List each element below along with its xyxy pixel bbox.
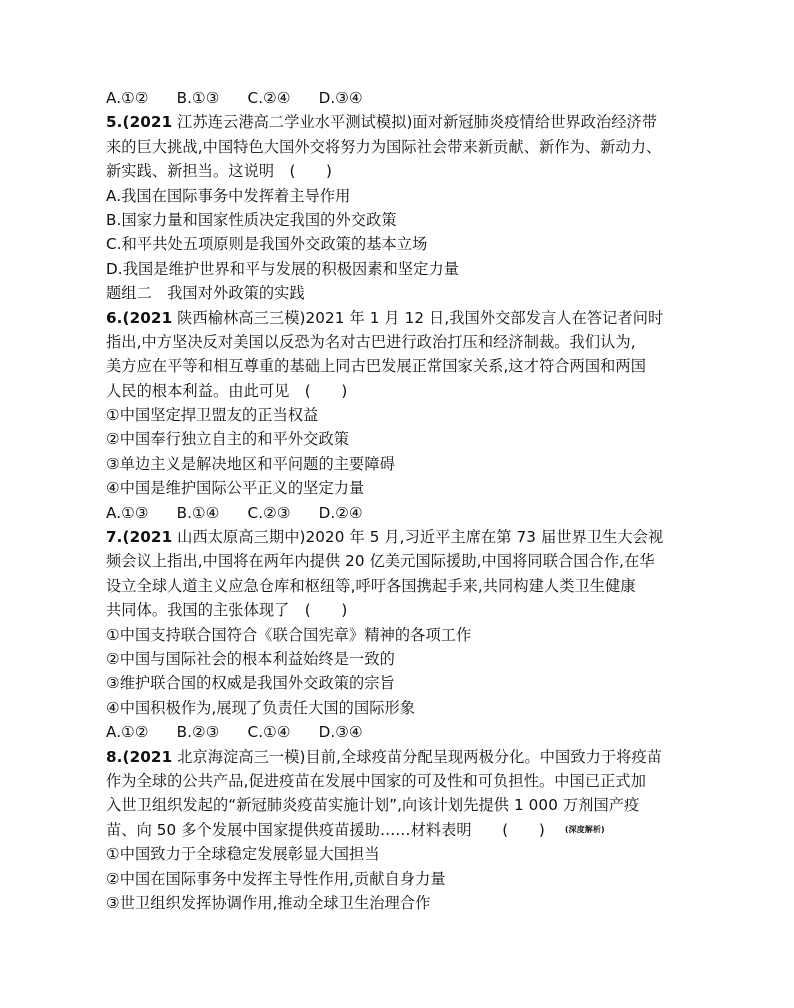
- text-line: [106, 403, 706, 427]
- line-text: 山西太原高三期中)2020 年 5 月,习近平主席在第 73 届世界卫生大会视: [172, 528, 664, 547]
- answer-option: C.②④: [247, 89, 291, 107]
- answer-option: D.③④: [318, 723, 363, 742]
- question-stem-line: [106, 110, 706, 134]
- text-line: [106, 452, 706, 476]
- text-line: [106, 184, 706, 208]
- text-line: [106, 793, 706, 817]
- text-line: [106, 476, 706, 500]
- text-line: [106, 818, 706, 842]
- line-text: ②中国与国际社会的根本利益始终是一致的: [106, 649, 395, 668]
- line-text: 新实践、新担当。这说明 ( ): [106, 162, 333, 181]
- text-line: [106, 232, 706, 256]
- question-stem-line: [106, 306, 706, 330]
- answer-option: D.③④: [318, 89, 363, 107]
- answer-option: A.①②: [106, 723, 149, 742]
- question-number: 8.(2021: [106, 747, 173, 766]
- text-line: [106, 598, 706, 622]
- text-line: [106, 208, 706, 232]
- line-text: C.和平共处五项原则是我国外交政策的基本立场: [106, 235, 428, 254]
- answer-option: A.①③: [106, 503, 149, 522]
- analysis-tag: (深度解析): [564, 825, 605, 835]
- text-line: [106, 379, 706, 403]
- line-text: ③世卫组织发挥协调作用,推动全球卫生治理合作: [106, 893, 431, 912]
- line-text: ④中国是维护国际公平正义的坚定力量: [106, 479, 365, 498]
- text-line: [106, 671, 706, 695]
- text-line: [106, 330, 706, 354]
- text-line: [106, 623, 706, 647]
- question-stem-line: [106, 745, 706, 769]
- line-text: ②中国奉行独立自主的和平外交政策: [106, 430, 350, 449]
- line-text: ③维护联合国的权威是我国外交政策的宗旨: [106, 674, 395, 693]
- text-line: [106, 647, 706, 671]
- line-text: ①中国支持联合国符合《联合国宪章》精神的各项工作: [106, 625, 472, 644]
- question-number: 7.(2021: [106, 528, 173, 547]
- answer-options-row: [106, 86, 706, 110]
- line-text: 人民的根本利益。由此可见 ( ): [106, 381, 348, 400]
- answer-option: B.①③: [176, 89, 220, 107]
- text-line: [106, 159, 706, 183]
- line-text: ③单边主义是解决地区和平问题的主要障碍: [106, 454, 395, 473]
- line-text: D.我国是维护世界和平与发展的积极因素和坚定力量: [106, 259, 460, 278]
- question-number: 6.(2021: [106, 308, 173, 327]
- question-number: 5.(2021: [106, 113, 173, 132]
- line-text: 频会议上指出,中国将在两年内提供 20 亿美元国际援助,中国将同联合国合作,在华: [106, 552, 655, 571]
- text-line: [106, 769, 706, 793]
- answer-option: D.②④: [318, 503, 363, 522]
- text-line: [106, 842, 706, 866]
- line-text: 苗、向 50 多个发展中国家提供疫苗援助……材料表明 ( ): [106, 820, 545, 839]
- line-text: ④中国积极作为,展现了负责任大国的国际形象: [106, 698, 416, 717]
- answer-option: B.②③: [176, 723, 220, 742]
- text-line: [106, 257, 706, 281]
- line-text: 设立全球人道主义应急仓库和枢纽等,呼吁各国携起手来,共同构建人类卫生健康: [106, 576, 636, 595]
- answer-option: B.①④: [176, 503, 220, 522]
- text-line: [106, 549, 706, 573]
- text-line: [106, 135, 706, 159]
- question-stem-line: [106, 525, 706, 549]
- line-text: 江苏连云港高二学业水平测试模拟)面对新冠肺炎疫情给世界政治经济带: [172, 113, 658, 132]
- answer-option: A.①②: [106, 89, 149, 107]
- answer-option: C.②③: [247, 503, 291, 522]
- line-text: 指出,中方坚决反对美国以反恐为名对古巴进行政治打压和经济制裁。我们认为,: [106, 332, 636, 351]
- line-text: ①中国致力于全球稳定发展彰显大国担当: [106, 845, 380, 864]
- answer-options-row: [106, 720, 706, 744]
- line-text: 陕西榆林高三三模)2021 年 1 月 12 日,我国外交部发言人在答记者问时: [172, 308, 664, 327]
- line-text: 题组二 我国对外政策的实践: [106, 284, 305, 303]
- line-text: 美方应在平等和相互尊重的基础上同古巴发展正常国家关系,这才符合两国和两国: [106, 357, 646, 376]
- text-line: [106, 696, 706, 720]
- line-text: ①中国坚定捍卫盟友的正当权益: [106, 406, 319, 425]
- text-line: [106, 867, 706, 891]
- line-text: 来的巨大挑战,中国特色大国外交将努力为国际社会带来新贡献、新作为、新动力、: [106, 137, 662, 156]
- answer-option: C.①④: [247, 723, 291, 742]
- line-text: 作为全球的公共产品,促进疫苗在发展中国家的可及性和可负担性。中国已正式加: [106, 771, 646, 790]
- text-line: [106, 574, 706, 598]
- line-text: ②中国在国际事务中发挥主导性作用,贡献自身力量: [106, 869, 446, 888]
- text-line: [106, 891, 706, 915]
- line-text: B.国家力量和国家性质决定我国的外交政策: [106, 210, 397, 229]
- line-text: 入世卫组织发起的“新冠肺炎疫苗实施计划”,向该计划先提供 1 000 万剂国产疫: [106, 796, 640, 815]
- line-text: 北京海淀高三一模)目前,全球疫苗分配呈现两极分化。中国致力于将疫苗: [172, 747, 663, 766]
- text-line: [106, 427, 706, 451]
- line-text: A.我国在国际事务中发挥着主导作用: [106, 186, 351, 205]
- line-text: 共同体。我国的主张体现了 ( ): [106, 601, 348, 620]
- document-page: [106, 86, 706, 915]
- text-line: [106, 354, 706, 378]
- text-line: [106, 281, 706, 305]
- answer-options-row: [106, 501, 706, 525]
